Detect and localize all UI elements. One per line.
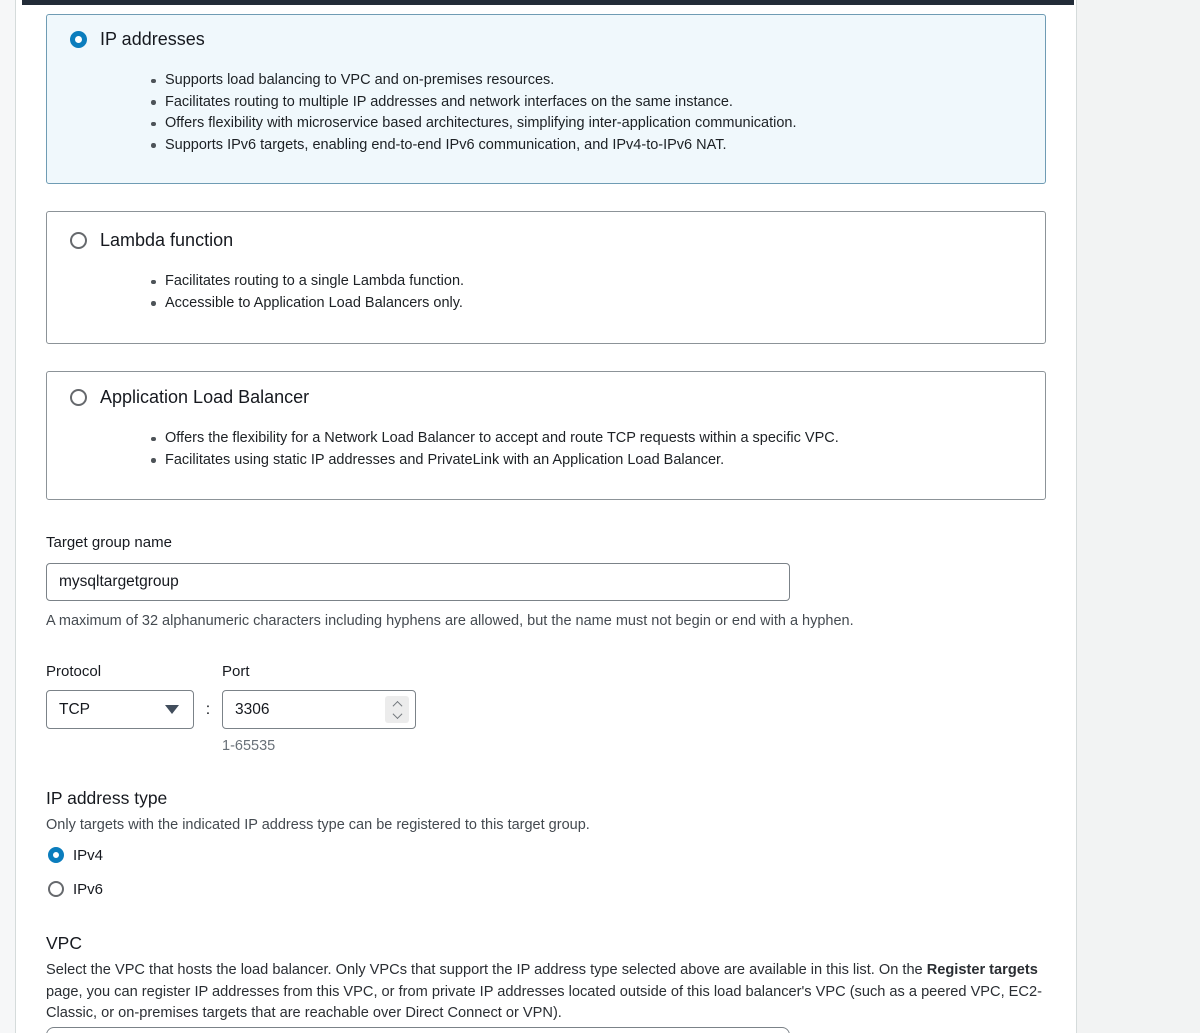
- protocol-selected-value: TCP: [59, 700, 90, 718]
- vpc-description-text: page, you can register IP addresses from this VPC, or from private IP addresses located outside of this load balancer's VPC (such as a peered VPC, EC2-Classic, or on-premises targets that are reachable over Direct Connect or VPN).: [46, 983, 1042, 1021]
- target-type-card-application-load-balancer[interactable]: [46, 371, 1046, 500]
- card-title-ip-addresses: IP addresses: [100, 28, 205, 49]
- radio-ip-addresses[interactable]: [70, 31, 87, 48]
- vpc-heading: VPC: [46, 933, 82, 953]
- right-gutter: [1076, 0, 1200, 1033]
- protocol-port-separator: :: [205, 700, 211, 718]
- bullet-item: Accessible to Application Load Balancers only.: [150, 293, 1022, 315]
- radio-application-load-balancer[interactable]: [70, 389, 87, 406]
- vpc-description-register-targets: Register targets: [926, 962, 1038, 978]
- target-type-card-ip-addresses[interactable]: [46, 14, 1046, 184]
- card-title-application-load-balancer: Application Load Balancer: [100, 386, 310, 407]
- ip-addresses-bullets: [150, 70, 1022, 156]
- bullet-item: Supports IPv6 targets, enabling end-to-end IPv6 communication, and IPv4-to-IPv6 NAT.: [150, 135, 1022, 157]
- target-type-card-lambda-function[interactable]: [46, 211, 1046, 344]
- ip-address-type-helper: Only targets with the indicated IP address type can be registered to this target group.: [46, 817, 590, 833]
- port-label: Port: [222, 663, 250, 680]
- lambda-function-bullets: [150, 271, 1022, 314]
- ip-address-type-heading: IP address type: [46, 788, 168, 808]
- port-stepper[interactable]: [385, 696, 409, 723]
- bullet-item: Facilitates routing to multiple IP addresses and network interfaces on the same instance.: [150, 92, 1022, 114]
- vpc-description: [46, 960, 1046, 1025]
- form-content: [17, 0, 1075, 1033]
- bullet-item: Offers the flexibility for a Network Load Balancer to accept and route TCP requests within a specific VPC.: [150, 428, 1022, 450]
- card-title-lambda-function: Lambda function: [100, 229, 234, 250]
- stepper-down-icon[interactable]: [392, 709, 402, 719]
- radio-row-ipv4[interactable]: [46, 845, 1046, 865]
- target-group-name-input[interactable]: [46, 563, 790, 601]
- protocol-label: Protocol: [46, 663, 102, 680]
- top-divider: [22, 0, 1074, 5]
- vpc-select[interactable]: [46, 1027, 790, 1033]
- target-group-name-label: Target group name: [46, 534, 172, 551]
- target-group-name-helper: A maximum of 32 alphanumeric characters including hyphens are allowed, but the name must not begin or end with a hyphen.: [46, 613, 854, 629]
- bullet-item: Facilitates routing to a single Lambda function.: [150, 271, 1022, 293]
- bullet-item: Offers flexibility with microservice based architectures, simplifying inter-application communication.: [150, 113, 1022, 135]
- radio-lambda-function[interactable]: [70, 232, 87, 249]
- bullet-item: Supports load balancing to VPC and on-premises resources.: [150, 70, 1022, 92]
- left-gutter: [0, 0, 16, 1033]
- radio-row-ipv6[interactable]: [46, 879, 1046, 899]
- radio-ipv6[interactable]: [48, 881, 64, 897]
- protocol-select[interactable]: [46, 690, 194, 729]
- radio-label-ipv4: IPv4: [73, 846, 104, 864]
- bullet-item: Facilitates using static IP addresses and PrivateLink with an Application Load Balancer.: [150, 450, 1022, 472]
- radio-label-ipv6: IPv6: [73, 880, 104, 898]
- application-load-balancer-bullets: [150, 428, 1022, 471]
- radio-ipv4[interactable]: [48, 847, 64, 863]
- caret-down-icon: [165, 705, 179, 714]
- port-range-helper: 1-65535: [222, 738, 276, 754]
- vpc-description-text: Select the VPC that hosts the load balancer. Only VPCs that support the IP address type selected above are available in this list. On the: [46, 962, 927, 978]
